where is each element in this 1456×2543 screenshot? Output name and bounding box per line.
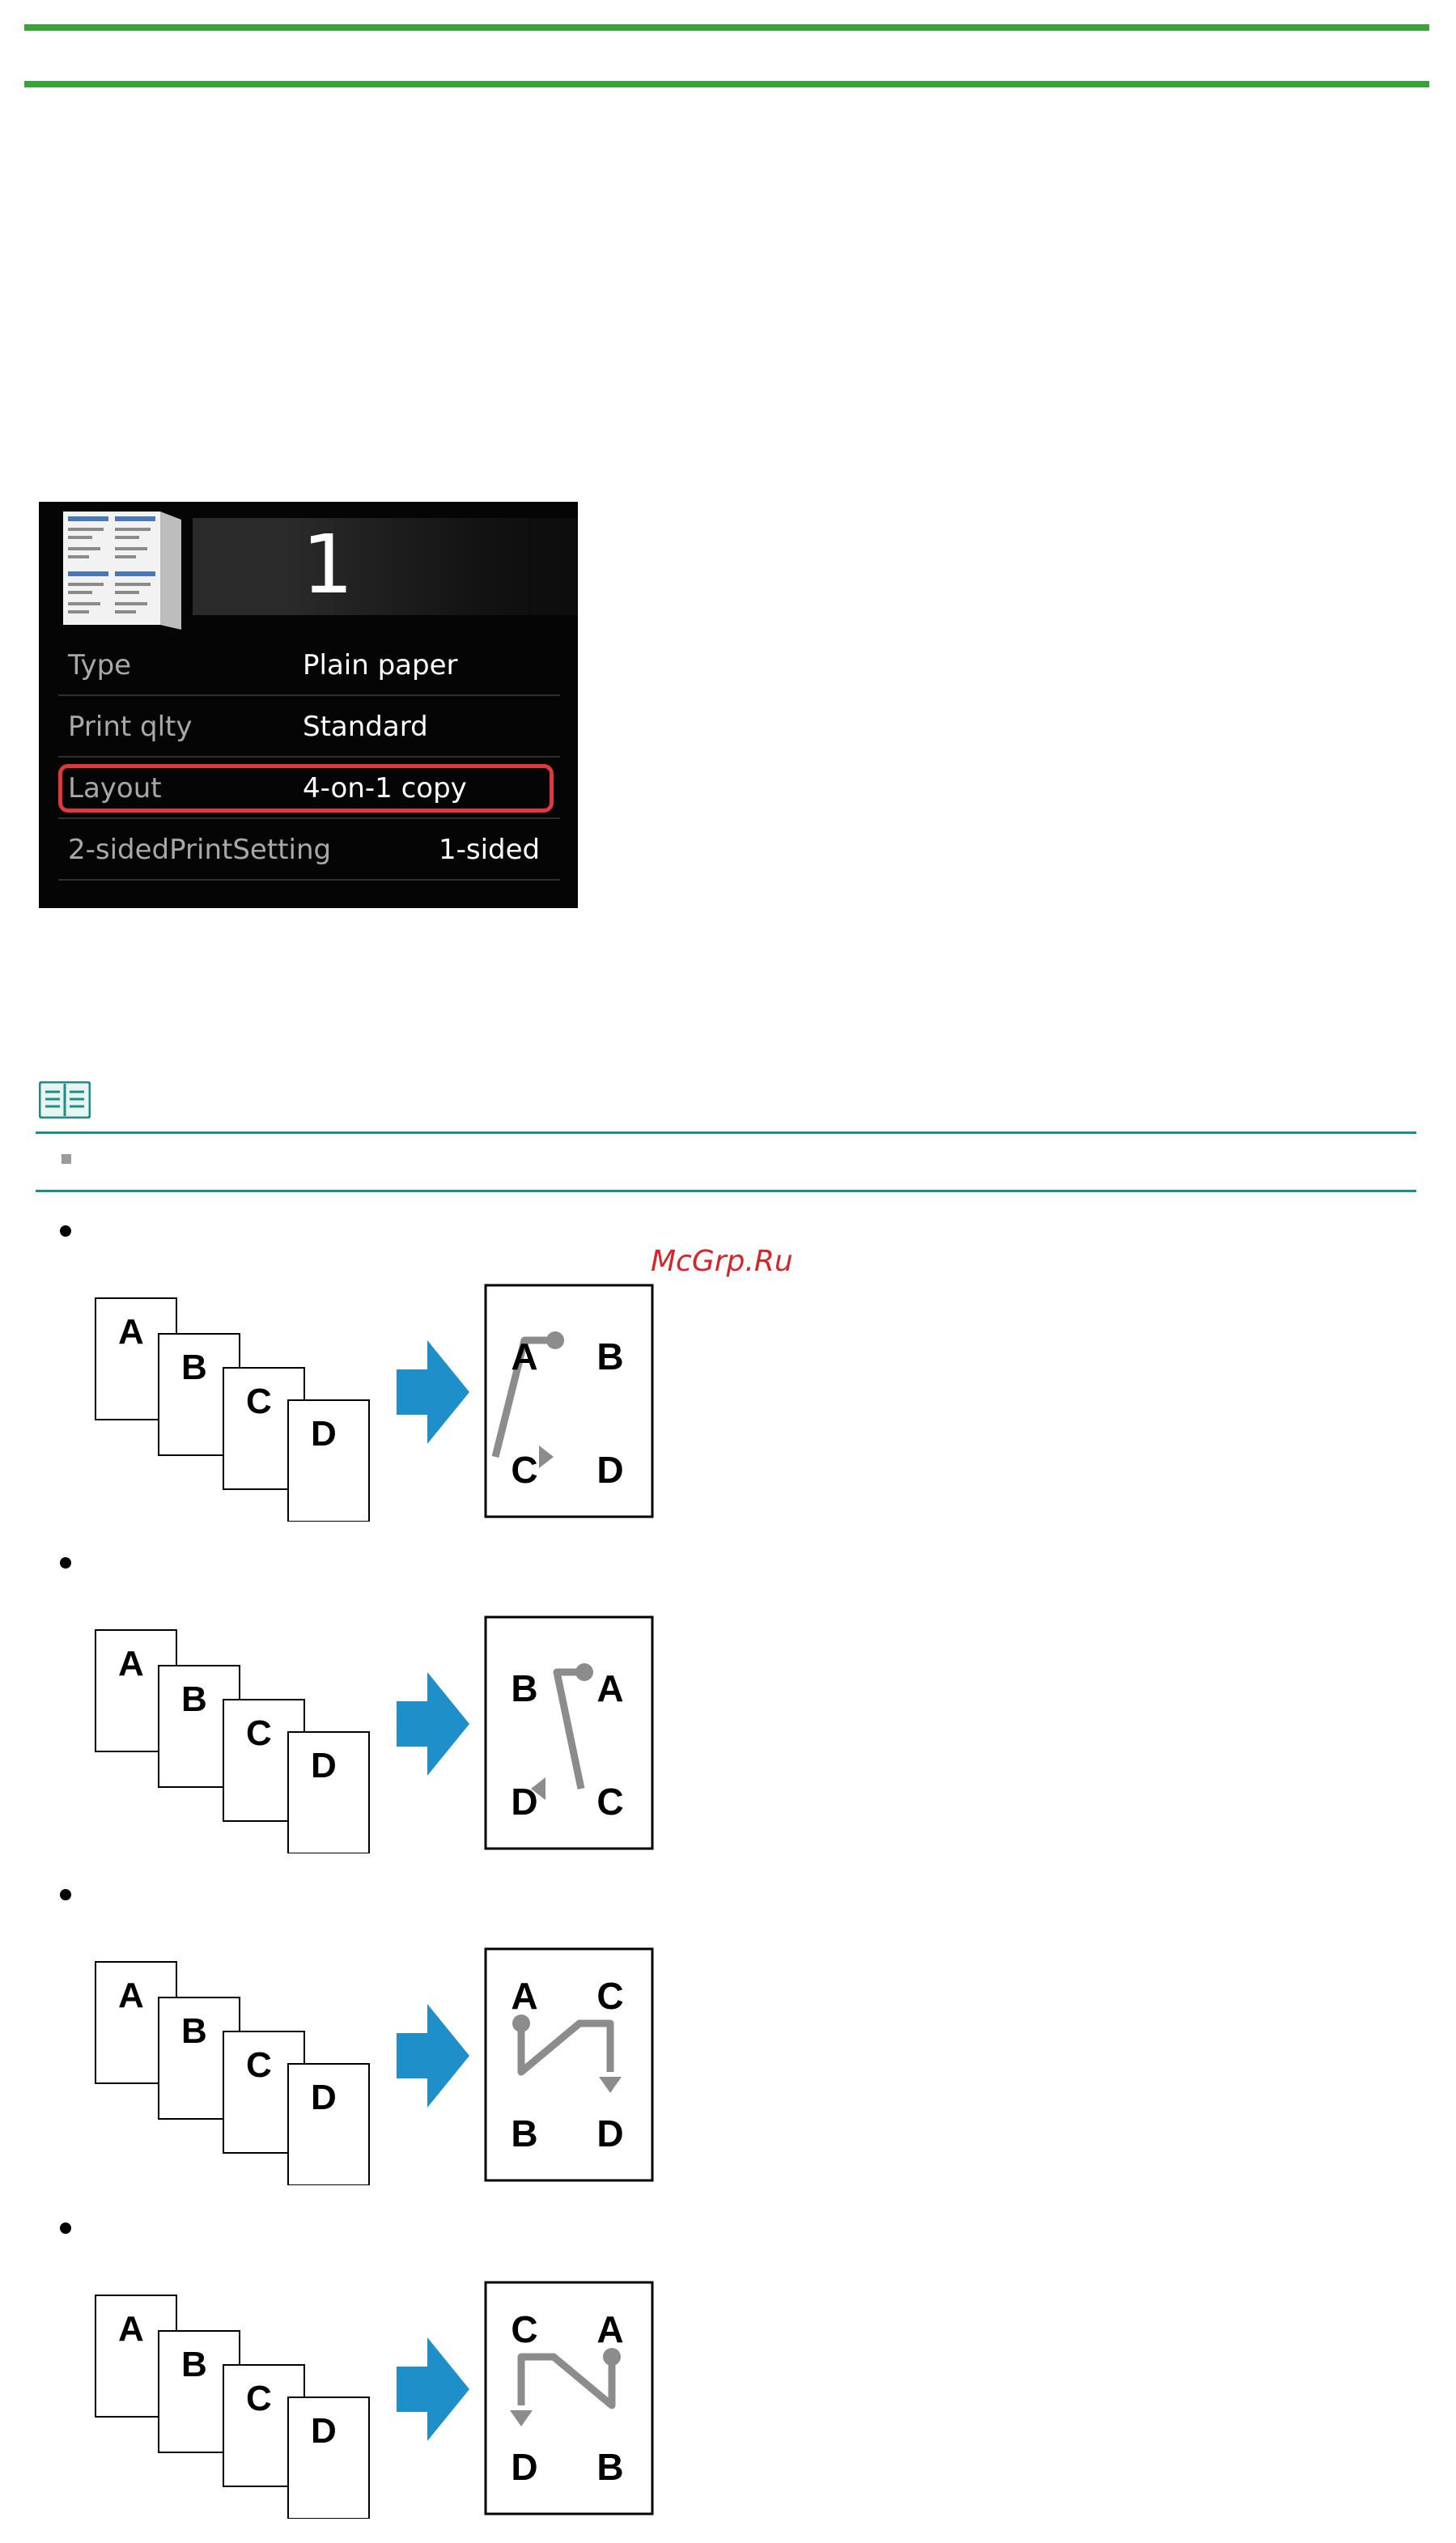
layout-diagram-right-to-left <box>89 1603 656 1853</box>
source-page-label: C <box>246 1713 272 1753</box>
result-page-label: A <box>511 1975 538 2017</box>
order-start-dot <box>575 1663 593 1681</box>
setting-value: Plain paper <box>303 649 458 681</box>
copies-box <box>193 518 578 615</box>
setting-value: 4-on-1 copy <box>303 772 467 805</box>
right-arrow-icon <box>397 1340 469 1444</box>
order-start-dot <box>603 2348 621 2366</box>
result-page-label: D <box>511 1781 538 1823</box>
result-page-label: D <box>511 2446 538 2488</box>
list-bullet <box>60 1225 71 1237</box>
result-page-label: C <box>511 2308 538 2350</box>
source-page-label: A <box>118 1976 144 2015</box>
source-page-label: D <box>311 1746 337 1785</box>
right-arrow-icon <box>397 2337 469 2441</box>
result-page-label: A <box>596 2308 624 2350</box>
source-page-label: C <box>246 2379 272 2418</box>
result-page-label: A <box>511 1335 538 1378</box>
right-arrow-icon <box>397 1672 469 1776</box>
setting-row-2sided[interactable] <box>58 821 560 881</box>
source-page-label: D <box>311 1414 337 1454</box>
layout-diagram-top-to-bottom-left <box>89 1934 656 2185</box>
source-page-label: A <box>118 2309 144 2349</box>
setting-label: Type <box>68 649 132 681</box>
source-page-label: C <box>246 1382 272 1421</box>
layout-diagram-left-to-right <box>89 1271 656 1522</box>
list-bullet <box>60 1889 71 1900</box>
setting-value: 1-sided <box>439 834 541 866</box>
source-page-label: A <box>118 1312 144 1352</box>
source-page-label: D <box>311 2078 337 2117</box>
book-icon <box>39 1081 91 1119</box>
result-page-label: B <box>596 2446 624 2488</box>
result-page-label: C <box>511 1449 538 1491</box>
source-page-label: D <box>311 2411 337 2451</box>
result-page-label: D <box>596 1449 624 1491</box>
source-page-label: B <box>181 1679 207 1719</box>
result-page-label: A <box>596 1667 624 1709</box>
note-bullet <box>62 1154 71 1164</box>
setting-row-print-quality[interactable] <box>58 698 560 758</box>
layout-thumbnail-icon <box>62 508 183 630</box>
source-page-label: A <box>118 1644 144 1683</box>
watermark: McGrp.Ru <box>651 1245 793 1278</box>
source-page-label: B <box>181 1348 207 1387</box>
result-page-label: C <box>596 1975 624 2017</box>
setting-label: Layout <box>68 772 162 805</box>
setting-row-layout[interactable] <box>58 759 560 819</box>
printer-lcd-screen <box>39 502 578 908</box>
setting-value: Standard <box>303 711 428 743</box>
note-top-divider <box>36 1131 1416 1134</box>
order-start-dot <box>512 2014 530 2032</box>
source-page-label: B <box>181 2011 207 2051</box>
source-page-label: C <box>246 2045 272 2085</box>
result-page-label: B <box>511 1667 538 1709</box>
result-page-label: B <box>511 2112 538 2155</box>
header-rule-bottom <box>24 81 1429 87</box>
setting-row-type[interactable] <box>58 636 560 696</box>
order-start-dot <box>546 1331 564 1349</box>
right-arrow-icon <box>397 2004 469 2108</box>
copies-count[interactable]: 1 <box>302 517 354 612</box>
list-bullet <box>60 1557 71 1569</box>
result-page-label: C <box>596 1781 624 1823</box>
result-page-label: B <box>596 1335 624 1378</box>
header-rule-top <box>24 24 1429 31</box>
list-bullet <box>60 2222 71 2234</box>
source-page-label: B <box>181 2345 207 2384</box>
note-bottom-divider <box>36 1190 1416 1192</box>
layout-diagram-top-to-bottom-right <box>89 2268 656 2519</box>
setting-label: 2-sidedPrintSetting <box>68 834 332 866</box>
setting-label: Print qlty <box>68 711 193 743</box>
result-page-label: D <box>596 2112 624 2155</box>
